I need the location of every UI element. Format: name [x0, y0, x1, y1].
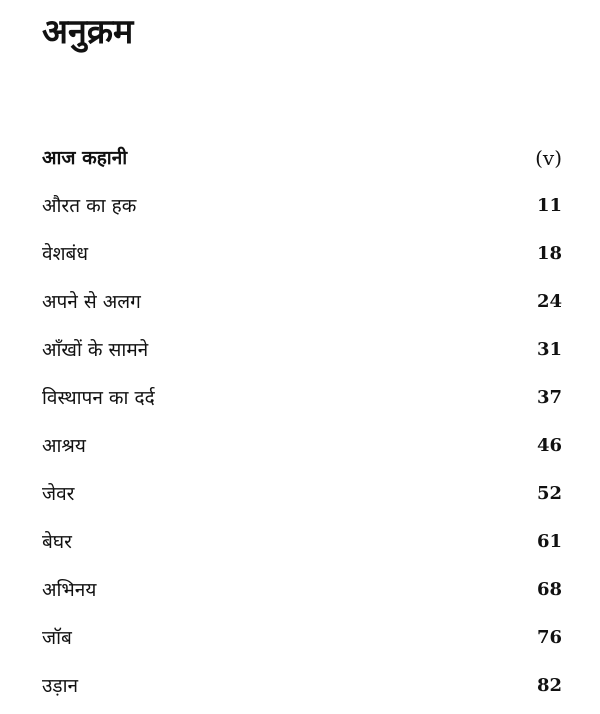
- toc-entry-title: जेवर: [42, 483, 75, 505]
- toc-entry-title: विस्थापन का दर्द: [42, 387, 155, 409]
- toc-entry: [42, 662, 562, 710]
- toc-entry-page: 82: [536, 675, 562, 696]
- toc-entry-title: आश्रय: [42, 435, 86, 457]
- toc-entry-page: 52: [536, 483, 562, 504]
- toc-entry: [42, 182, 562, 230]
- toc-entry-title: जॉब: [42, 627, 72, 649]
- toc-entry-page: 11: [536, 195, 562, 216]
- toc-entry-title: आँखों के सामने: [42, 339, 149, 361]
- toc-entry-title: बेघर: [42, 531, 72, 553]
- toc-entry-title: आज कहानी: [42, 147, 128, 169]
- toc-entry: [42, 326, 562, 374]
- toc-entry-page: 61: [536, 531, 562, 552]
- toc-entry: [42, 374, 562, 422]
- toc-entry-title: वेशबंध: [42, 243, 89, 265]
- toc-entry-title: औरत का हक: [42, 195, 137, 217]
- toc-entry-page: 31: [536, 339, 562, 360]
- toc-entry-title: अभिनय: [42, 579, 97, 601]
- toc-entry: [42, 278, 562, 326]
- toc-entry: [42, 518, 562, 566]
- toc-entry-page: 24: [536, 291, 562, 312]
- toc-entry-page: 76: [536, 627, 562, 648]
- toc-entry-title: उड़ान: [42, 675, 79, 697]
- toc-entry-page: (v): [535, 146, 562, 170]
- toc-entry: [42, 566, 562, 614]
- toc-entry: [42, 470, 562, 518]
- toc-entry-page: 68: [536, 579, 562, 600]
- toc-entry: [42, 422, 562, 470]
- toc-entry: [42, 230, 562, 278]
- page-title: अनुक्रम: [42, 12, 134, 52]
- toc-entry: [42, 134, 562, 182]
- toc-entry-page: 37: [536, 387, 562, 408]
- toc-entry-page: 46: [536, 435, 562, 456]
- table-of-contents: [42, 134, 562, 710]
- toc-entry: [42, 614, 562, 662]
- toc-entry-title: अपने से अलग: [42, 291, 141, 313]
- toc-entry-page: 18: [536, 243, 562, 264]
